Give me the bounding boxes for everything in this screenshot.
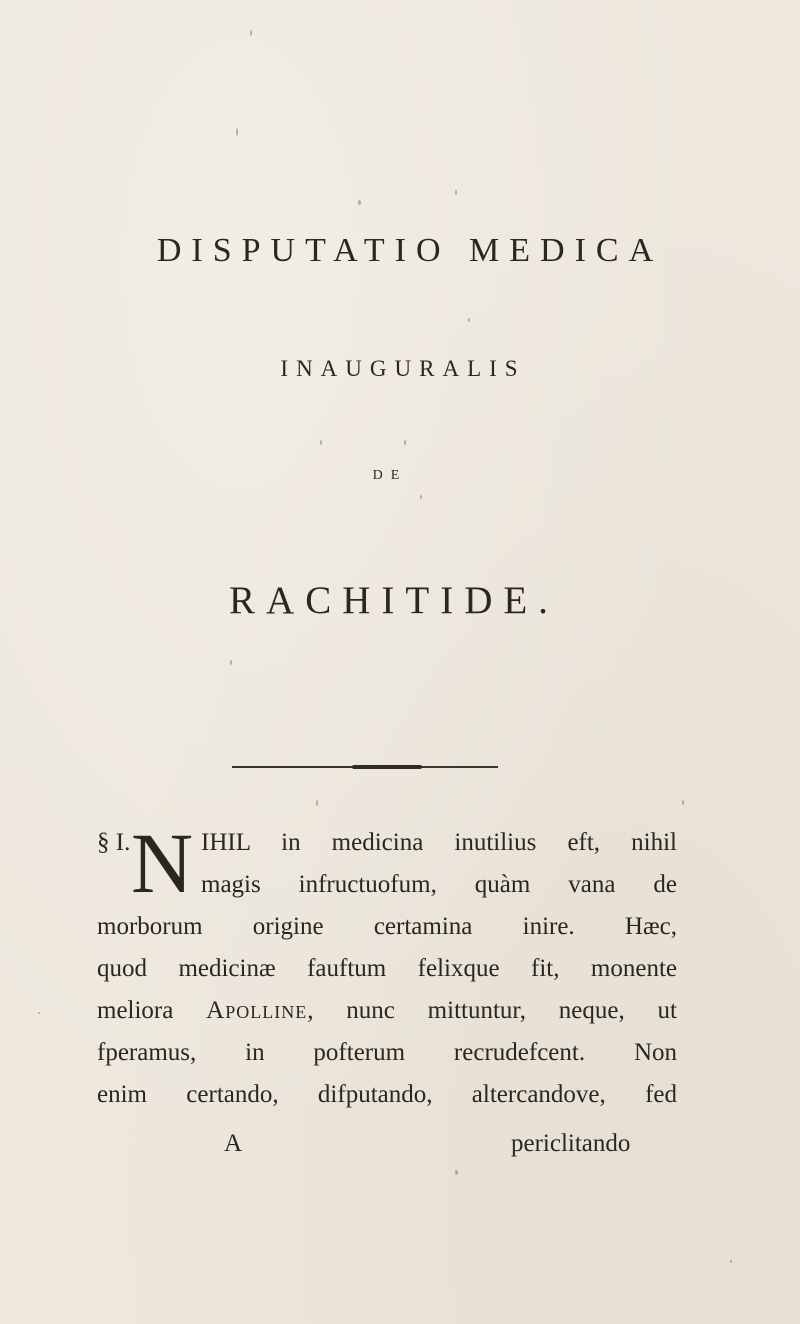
text-line-6: fperamus, in pofterum recrudefcent. Non <box>97 1039 677 1066</box>
text-line-3: morborum origine certamina inire. Hæc, <box>97 913 677 940</box>
paper-speck <box>316 800 318 806</box>
paper-speck <box>358 200 361 205</box>
paper-speck <box>236 128 238 136</box>
text-line-5-post: , nunc mittuntur, neque, ut <box>307 997 677 1024</box>
paper-speck <box>682 800 684 805</box>
paper-speck <box>38 1012 40 1014</box>
text-line-1: IHIL in medicina inutilius eft, nihil <box>201 829 677 856</box>
paper-speck <box>420 495 422 499</box>
paper-speck <box>455 190 457 195</box>
catchword: periclitando <box>511 1130 631 1157</box>
paper-speck <box>250 30 252 36</box>
paper-speck <box>455 1170 458 1175</box>
text-line-5 <box>97 990 677 1032</box>
signature-mark: A <box>224 1130 243 1157</box>
name-apolline: Apolline <box>206 997 308 1024</box>
text-line-5-pre: meliora <box>97 997 174 1024</box>
text-line-7: enim certando, difputando, altercandove, fed <box>97 1081 677 1108</box>
ornamental-rule <box>232 766 498 768</box>
title-inauguralis: INAUGURALIS <box>280 356 526 381</box>
paper-speck <box>404 440 406 445</box>
title-disputatio-medica: DISPUTATIO MEDICA <box>156 232 664 269</box>
drop-cap: N <box>131 815 194 911</box>
title-rachitide: RACHITIDE. <box>229 579 559 622</box>
paper-speck <box>730 1260 732 1263</box>
paper-speck <box>468 318 470 322</box>
title-de: DE <box>372 468 408 483</box>
text-line-2: magis infructuofum, quàm vana de <box>201 871 677 898</box>
text-line-4: quod medicinæ fauftum felixque fit, monente <box>97 955 677 982</box>
paper-speck <box>230 660 232 665</box>
section-mark: § I. <box>97 829 131 856</box>
paper-speck <box>320 440 322 445</box>
